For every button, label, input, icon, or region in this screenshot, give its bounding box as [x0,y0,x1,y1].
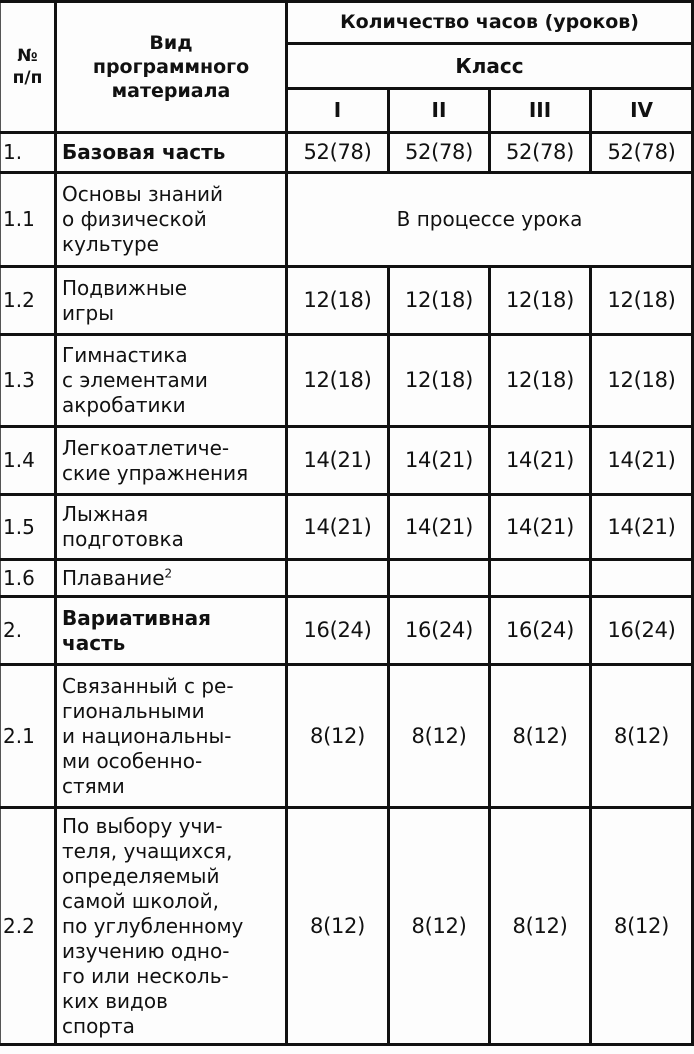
class-2-header: II [389,89,490,133]
row-name: Легкоатлетиче- ские упражнения [56,427,287,495]
row-name: Базовая часть [56,133,287,173]
row-number: 2. [1,597,56,665]
row-number: 1.4 [1,427,56,495]
row-value: 12(18) [389,335,490,427]
row-value: 12(18) [287,335,389,427]
table-row [1,427,693,495]
row-name: Связанный с ре- гиональными и национальны- ми особенно- стями [56,665,287,808]
row-number: 1. [1,133,56,173]
row-value [490,560,591,597]
row-value: 16(24) [591,597,693,665]
row-name: Подвижные игры [56,267,287,335]
row-value: 52(78) [287,133,389,173]
class-4-header: IV [591,89,693,133]
row-value: 8(12) [287,665,389,808]
row-value: 8(12) [591,665,693,808]
table-row [1,267,693,335]
row-value: 52(78) [591,133,693,173]
table-row [1,560,693,597]
row-value: 8(12) [287,808,389,1045]
row-value: 12(18) [591,335,693,427]
row-value: 52(78) [490,133,591,173]
row-value: 52(78) [389,133,490,173]
class-1-header: I [287,89,389,133]
row-value: 14(21) [490,427,591,495]
table-row [1,597,693,665]
footnote-marker: 2 [164,565,173,580]
row-value: 12(18) [389,267,490,335]
row-name: Основы знаний о физической культуре [56,173,287,267]
row-value: 8(12) [389,808,490,1045]
class-header: Класс [287,44,693,89]
row-number: 2.1 [1,665,56,808]
row-name: Лыжная подготовка [56,495,287,560]
row-value: 14(21) [490,495,591,560]
row-name: Гимнастика с элементами акробатики [56,335,287,427]
row-number: 1.6 [1,560,56,597]
table-row [1,665,693,808]
kind-header: Вид программного материала [56,2,287,133]
row-value: 16(24) [287,597,389,665]
row-value [389,560,490,597]
row-number: 1.2 [1,267,56,335]
row-value: 8(12) [490,665,591,808]
table-row [1,495,693,560]
row-number: 2.2 [1,808,56,1045]
row-number: 1.5 [1,495,56,560]
row-value: 12(18) [591,267,693,335]
row-value: 8(12) [389,665,490,808]
row-value: 16(24) [490,597,591,665]
table-row [1,808,693,1045]
row-value: 14(21) [389,427,490,495]
hours-header: Количество часов (уроков) [287,2,693,44]
header-row-1 [1,2,693,44]
row-value: 14(21) [591,495,693,560]
row-value: 8(12) [591,808,693,1045]
row-value: 12(18) [490,267,591,335]
row-number: 1.3 [1,335,56,427]
row-value: 12(18) [490,335,591,427]
row-value: 14(21) [287,495,389,560]
row-value [287,560,389,597]
table-row [1,133,693,173]
row-value: 14(21) [591,427,693,495]
row-value [591,560,693,597]
row-value: 12(18) [287,267,389,335]
class-3-header: III [490,89,591,133]
row-value: 16(24) [389,597,490,665]
row-number: 1.1 [1,173,56,267]
table-row [1,335,693,427]
row-value: 8(12) [490,808,591,1045]
table-row [1,173,693,267]
row-name: Плавание$^2$ [56,560,287,597]
row-name: Вариативная часть [56,597,287,665]
row-name: По выбору учи- теля, учащихся, определяемый самой школой, по углубленному изучению одно- го или несколь- ких видов спорта [56,808,287,1045]
row-value: 14(21) [287,427,389,495]
number-header: № п/п [1,2,56,133]
in-lesson-note: В процессе урока [287,173,693,267]
row-value: 14(21) [389,495,490,560]
